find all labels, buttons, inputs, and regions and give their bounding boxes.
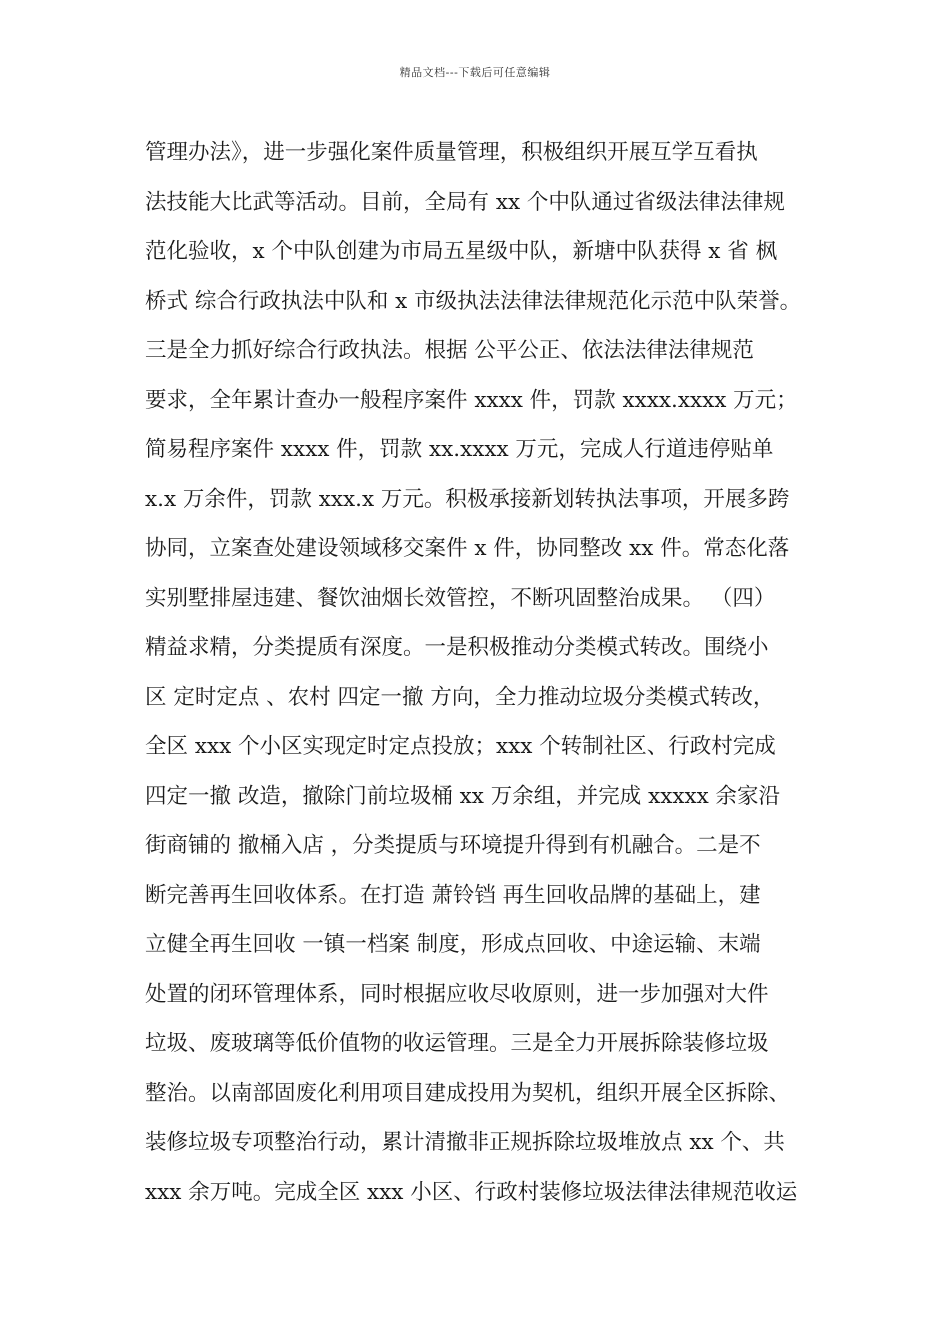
text-line: 精益求精，分类提质有深度。一是积极推动分类模式转改。围绕小	[145, 635, 769, 660]
text-line: 法技能大比武等活动。目前，全局有 xx 个中队通过省级法律法律规	[145, 189, 785, 215]
text-line: 管理办法》，进一步强化案件质量管理，积极组织开展互学互看执	[145, 140, 758, 165]
text-line: 要求，全年累计查办一般程序案件 xxxx 件，罚款 xxxx.xxxx 万元；	[145, 387, 798, 413]
text-line: 处置的闭环管理体系，同时根据应收尽收原则，进一步加强对大件	[145, 981, 769, 1007]
text-line: 整治。以南部固废化利用项目建成投用为契机，组织开展全区拆除、	[145, 1080, 791, 1106]
text-line: 装修垃圾专项整治行动，累计清撤非正规拆除垃圾堆放点 xx 个、共	[145, 1130, 785, 1155]
page-header: 精品文档---下载后可任意编辑	[399, 66, 551, 79]
text-line: 桥式 综合行政执法中队和 x 市级执法法律法律规范化示范中队荣誉。	[145, 288, 802, 314]
text-line: 实别墅排屋违建、餐饮油烟长效管控，不断巩固整治成果。 （四）	[145, 585, 776, 611]
text-line: x.x 万余件，罚款 xxx.x 万元。积极承接新划转执法事项，开展多跨	[145, 486, 790, 512]
text-line: 范化验收，x 个中队创建为市局五星级中队，新塘中队获得 x 省 枫	[145, 239, 778, 264]
text-line: 四定一撤 改造，撤除门前垃圾桶 xx 万余组，并完成 xxxxx 余家沿	[145, 783, 781, 809]
body-text	[145, 128, 825, 1217]
text-line: 简易程序案件 xxxx 件，罚款 xx.xxxx 万元，完成人行道违停贴单	[145, 437, 774, 462]
text-line: 协同，立案查处建设领域移交案件 x 件，协同整改 xx 件。常态化落	[145, 536, 790, 561]
text-line: 垃圾、废玻璃等低价值物的收运管理。三是全力开展拆除装修垃圾	[145, 1031, 769, 1056]
text-line: 三是全力抓好综合行政执法。根据 公平公正、依法法律法律规范	[145, 338, 754, 363]
text-line: 断完善再生回收体系。在打造 萧铃铛 再生回收品牌的基础上，建	[145, 882, 761, 908]
text-line: 街商铺的 撤桶入店 ，分类提质与环境提升得到有机融合。二是不	[145, 833, 761, 858]
text-line: 全区 xxx 个小区实现定时定点投放；xxx 个转制社区、行政村完成	[145, 734, 776, 759]
text-line: 立健全再生回收 一镇一档案 制度，形成点回收、中途运输、末端	[145, 932, 761, 957]
text-line: xxx 余万吨。完成全区 xxx 小区、行政村装修垃圾法律法律规范收运	[145, 1179, 798, 1205]
text-line: 区 定时定点 、农村 四定一撤 方向，全力推动垃圾分类模式转改，	[145, 684, 775, 710]
